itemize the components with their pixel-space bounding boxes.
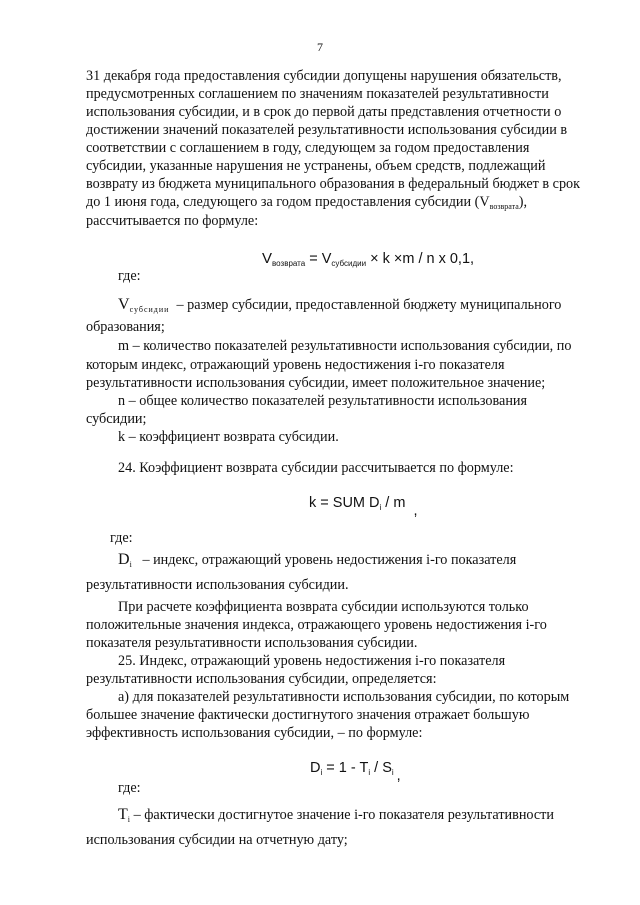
definition-text: – индекс, отражающий уровень недостижения i-го показателя <box>142 552 517 568</box>
definition-line <box>118 551 516 573</box>
paragraph-line: соответствии с соглашением в году, следующем за годом предоставления <box>86 140 530 156</box>
paragraph-line: достижении значений показателей результативности использования субсидии в <box>86 122 568 138</box>
formula-part: = 1 - T <box>322 760 369 776</box>
line-text: до 1 июня года, следующего за годом предоставления субсидии ( <box>86 194 480 210</box>
definition-text: – размер субсидии, предоставленной бюджету муниципального <box>176 297 562 313</box>
formula-part: k = SUM D <box>309 495 380 511</box>
definition-line: образования; <box>86 319 165 335</box>
definition-line <box>118 296 561 318</box>
definition-line <box>118 806 554 828</box>
definition-line: использования субсидии на отчетную дату; <box>86 832 348 848</box>
symbol-t: T <box>118 806 128 823</box>
paragraph-line: положительные значения индекса, отражающего уровень недостижения i-го <box>86 617 547 633</box>
subscript: субсидии <box>129 305 170 314</box>
subscript: i <box>127 815 131 824</box>
formula-part: D <box>310 760 321 776</box>
formula-v-return <box>262 250 474 268</box>
formula-comma: , <box>413 503 418 519</box>
formula-d <box>310 760 401 784</box>
formula-comma: , <box>396 768 401 784</box>
definition-line: субсидии; <box>86 411 147 427</box>
definition-text: – фактически достигнутое значение i-го показателя результативности <box>133 807 554 823</box>
definition-line: которым индекс, отражающий уровень недостижения i-го показателя <box>86 357 505 373</box>
paragraph-line <box>86 194 527 215</box>
subscript: i <box>129 560 132 569</box>
line-end: ), <box>518 194 528 210</box>
paragraph-line: показателя результативности использования субсидии. <box>86 635 418 651</box>
where-label: где: <box>110 530 133 546</box>
paragraph-line: возврату из бюджета муниципального образования в федеральный бюджет в срок <box>86 176 581 192</box>
paragraph-line: предусмотренных соглашением по значениям показателей результативности <box>86 86 549 102</box>
symbol-v: V <box>479 194 490 210</box>
symbol-v: V <box>262 250 273 267</box>
definition-line: n – общее количество показателей результативности использования <box>118 393 528 409</box>
where-label: где: <box>118 780 141 796</box>
formula-part: = V <box>305 251 332 267</box>
formula-part: × k ×m / n x 0,1, <box>366 251 475 267</box>
where-label: где: <box>118 268 141 284</box>
subscript: субсидии <box>331 259 367 268</box>
definition-line: m – количество показателей результативности использования субсидии, по <box>118 338 572 354</box>
formula-k <box>309 495 418 519</box>
clause-25: результативности использования субсидии, определяется: <box>86 671 437 687</box>
formula-part: / m <box>381 495 406 511</box>
subscript: i <box>379 503 382 512</box>
definition-line: k – коэффициент возврата субсидии. <box>118 429 339 445</box>
symbol-d: D <box>118 551 130 568</box>
clause-25a: эффективность использования субсидии, – по формуле: <box>86 725 423 741</box>
definition-line: результативности использования субсидии. <box>86 577 349 593</box>
paragraph-line: рассчитывается по формуле: <box>86 213 259 229</box>
subscript: возврата <box>272 259 306 268</box>
subscript: возврата <box>489 202 519 211</box>
subscript: i <box>320 768 323 777</box>
formula-part: / S <box>370 760 392 776</box>
definition-line: результативности использования субсидии, имеет положительное значение; <box>86 375 546 391</box>
page-number: 7 <box>317 40 323 54</box>
clause-25a: большее значение фактически достигнутого значения отражает большую <box>86 707 530 723</box>
paragraph-line: использования субсидии, и в срок до первой даты представления отчетности о <box>86 104 562 120</box>
paragraph-line: субсидии, указанные нарушения не устранены, объем средств, подлежащий <box>86 158 546 174</box>
paragraph-line: При расчете коэффициента возврата субсидии используются только <box>118 599 529 615</box>
clause-25a: а) для показателей результативности использования субсидии, по которым <box>118 689 570 705</box>
subscript: i <box>368 768 371 777</box>
paragraph-line: 31 декабря года предоставления субсидии допущены нарушения обязательств, <box>86 68 562 84</box>
symbol-v: V <box>118 296 130 313</box>
subscript: i <box>391 768 394 777</box>
clause-25: 25. Индекс, отражающий уровень недостижения i-го показателя <box>118 653 506 669</box>
clause-24: 24. Коэффициент возврата субсидии рассчитывается по формуле: <box>118 460 514 476</box>
